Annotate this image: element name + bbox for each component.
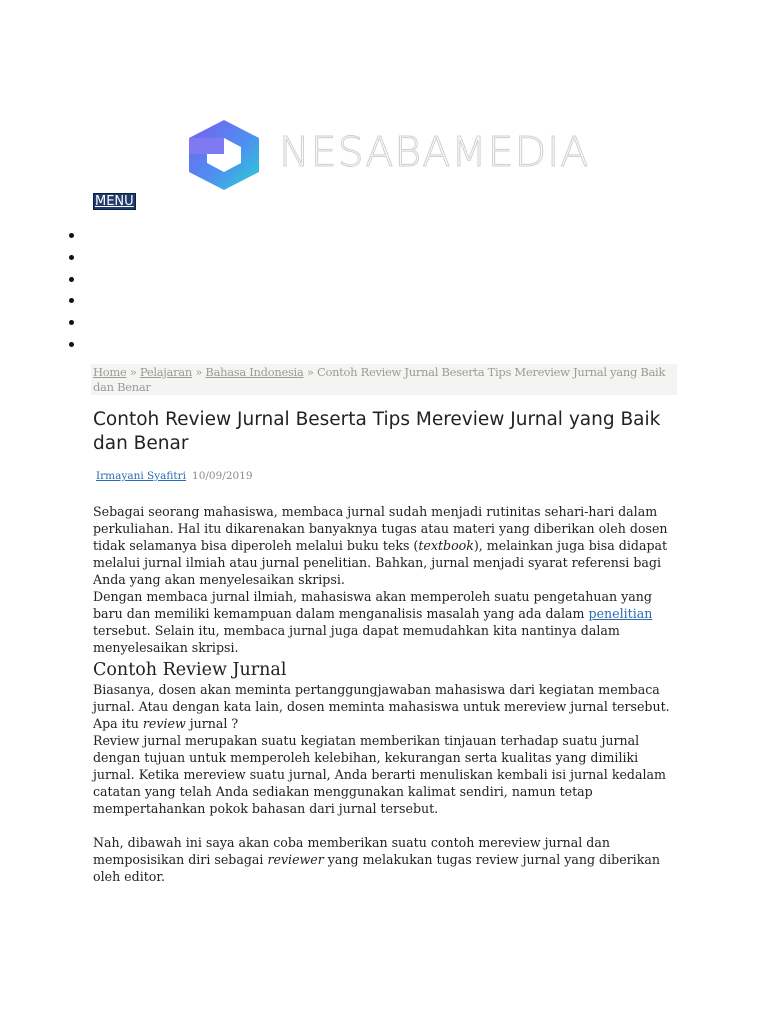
breadcrumb-separator: » — [191, 365, 206, 379]
publish-date: 10/09/2019 — [192, 470, 253, 482]
emphasis-text: reviewer — [267, 852, 324, 867]
paragraph — [93, 681, 683, 732]
emphasis-text: review — [142, 716, 186, 731]
paragraph — [93, 503, 683, 588]
breadcrumb — [91, 364, 677, 395]
paragraph-text: tersebut. Selain itu, membaca jurnal juga dapat memudahkan kita nantinya dalam menyelesaikan skripsi. — [93, 623, 620, 655]
paragraph-text: ), melainkan juga bisa didapat melalui jurnal ilmiah atau jurnal penelitian. Bahkan, jurnal menjadi syarat referensi bagi Anda yang akan menyelesaikan skripsi. — [93, 538, 668, 587]
penelitian-link[interactable]: penelitian — [588, 606, 653, 621]
breadcrumb-pelajaran-link[interactable]: Pelajaran — [139, 365, 192, 379]
paragraph-text: Nah, dibawah ini saya akan coba memberikan suatu contoh mereview jurnal dan memposisikan diri sebagai — [93, 835, 610, 867]
section-heading: Contoh Review Jurnal — [93, 660, 287, 680]
breadcrumb-separator: » — [126, 365, 140, 379]
logo-icon — [186, 118, 262, 192]
site-logo[interactable] — [186, 118, 590, 193]
spacer — [93, 817, 683, 834]
breadcrumb-separator: » — [303, 365, 317, 379]
menu-button[interactable]: MENU — [95, 194, 134, 209]
paragraph — [93, 588, 683, 656]
article-title: Contoh Review Jurnal Beserta Tips Mereview Jurnal yang Baik dan Benar — [93, 409, 661, 454]
author-link[interactable]: Irmayani Syafitri — [96, 470, 187, 482]
paragraph-text: jurnal ? — [185, 716, 239, 731]
paragraph-text: Dengan membaca jurnal ilmiah, mahasiswa akan memperoleh suatu pengetahuan yang baru dan memiliki kemampuan dalam menganalisis masalah yang ada dalam — [93, 589, 652, 621]
breadcrumb-current: Contoh Review Jurnal Beserta Tips Mereview Jurnal yang Baik dan Benar — [93, 365, 666, 394]
paragraph-text: yang melakukan tugas review jurnal yang diberikan oleh editor. — [93, 852, 660, 884]
breadcrumb-home-link[interactable]: Home — [93, 365, 127, 379]
paragraph-text: Biasanya, dosen akan meminta pertanggungjawaban mahasiswa dari kegiatan membaca jurnal. Atau dengan kata lain, dosen meminta mahasiswa untuk mereview jurnal tersebut. Apa itu — [93, 682, 670, 731]
paragraph: Review jurnal merupakan suatu kegiatan memberikan tinjauan terhadap suatu jurnal dengan tujuan untuk memperoleh kelebihan, kekurangan serta kualitas yang dimiliki jurnal. Ketika mereview suatu jurnal, Anda berarti menuliskan kembali isi jurnal kedalam catatan yang telah Anda sediakan menggunakan kalimat sendiri, namun tetap mempertahankan pokok bahasan dari jurnal tersebut. — [93, 733, 666, 816]
paragraph-text: Sebagai seorang mahasiswa, membaca jurnal sudah menjadi rutinitas sehari-hari dalam perkuliahan. Hal itu dikarenakan banyaknya tugas atau materi yang diberikan oleh dosen tidak selamanya bisa diperoleh melalui buku teks ( — [93, 504, 668, 553]
emphasis-text: textbook — [418, 538, 474, 553]
paragraph — [93, 834, 683, 885]
logo-wordmark: NESABAMEDIA — [279, 128, 590, 176]
breadcrumb-bahasa-link[interactable]: Bahasa Indonesia — [205, 365, 304, 379]
article-meta — [96, 470, 253, 482]
article-body — [93, 503, 683, 885]
